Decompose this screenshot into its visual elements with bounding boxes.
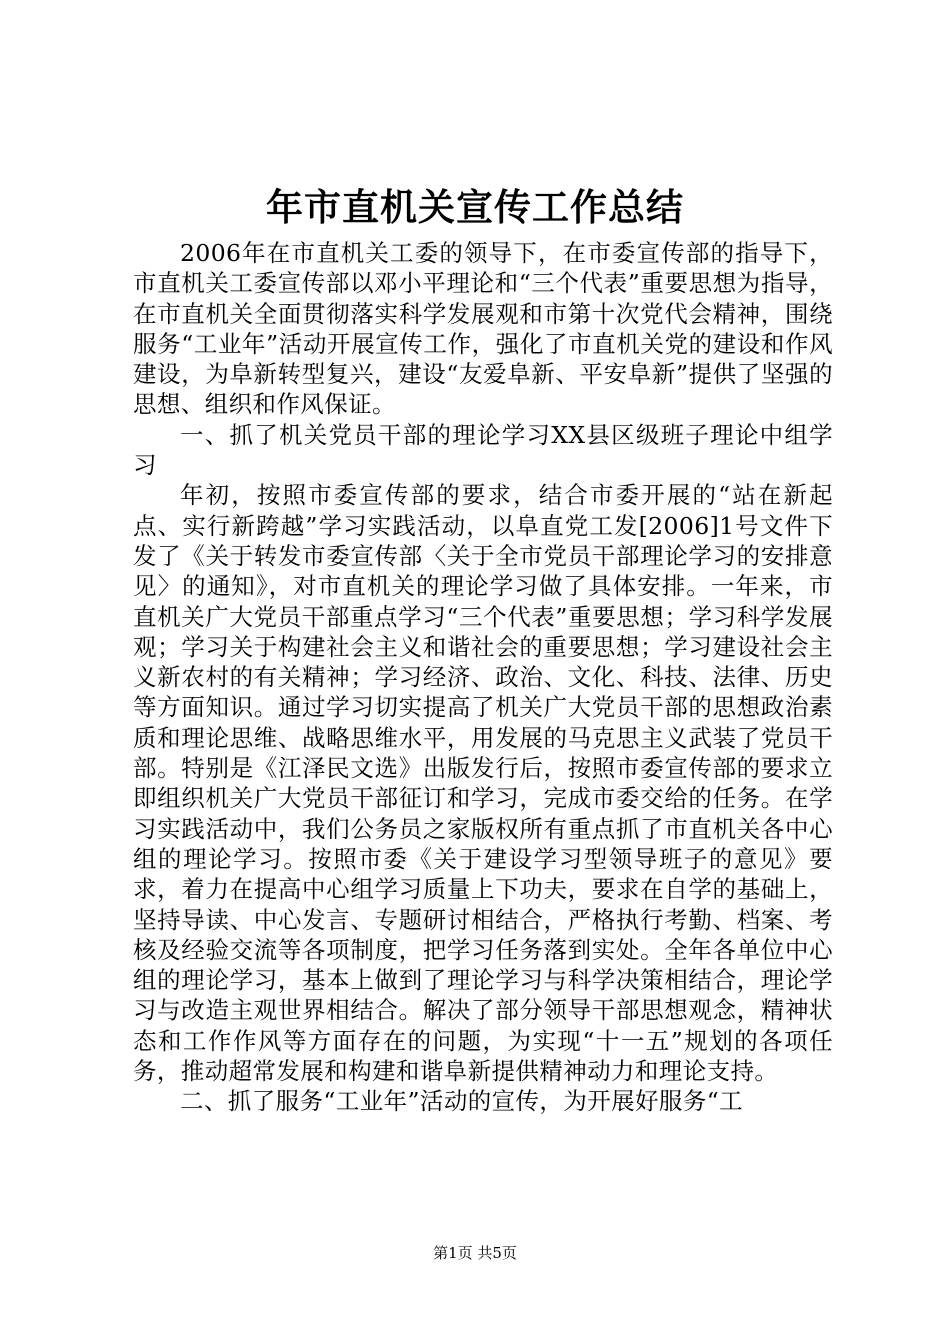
page-footer: 第1页 共5页 [433, 1244, 517, 1262]
section-heading-1: 一、抓了机关党员干部的理论学习XX县区级班子理论中组学习 [133, 420, 833, 480]
section-heading-2: 二、抓了服务“工业年”活动的宣传，为开展好服务“工 [180, 1087, 744, 1116]
page-title: 年市直机关宣传工作总结 [266, 186, 684, 229]
paragraph-intro: 2006年在市直机关工委的领导下，在市委宣传部的指导下，市直机关工委宣传部以邓小平理论和“三个代表”重要思想为指导，在市直机关全面贯彻落实科学发展观和市第十次党代会精神，围绕服务“工业年”活动开展宣传工作，强化了市直机关党的建设和作风建设，为阜新转型复兴，建设“友爱阜新、平安阜新”提供了坚强的思想、组织和作风保证。 [133, 239, 833, 419]
document-body [133, 238, 833, 1117]
paragraph-section-1: 年初，按照市委宣传部的要求，结合市委开展的“站在新起点、实行新跨越”学习实践活动，以阜直党工发[2006]1号文件下发了《关于转发市委宣传部〈关于全市党员干部理论学习的安排意见〉的通知》，对市直机关的理论学习做了具体安排。一年来，市直机关广大党员干部重点学习“三个代表”重要思想；学习科学发展观；学习关于构建社会主义和谐社会的重要思想；学习建设社会主义新农村的有关精神；学习经济、政治、文化、科技、法律、历史等方面知识。通过学习切实提高了机关广大党员干部的思想政治素质和理论思维、战略思维水平，用发展的马克思主义武装了党员干部。特别是《江泽民文选》出版发行后，按照市委宣传部的要求立即组织机关广大党员干部征订和学习，完成市委交给的任务。在学习实践活动中，我们公务员之家版权所有重点抓了市直机关各中心组的理论学习。按照市委《关于建设学习型领导班子的意见》要求，着力在提高中心组学习质量上下功夫，要求在自学的基础上，坚持导读、中心发言、专题研讨相结合，严格执行考勤、档案、考核及经验交流等各项制度，把学习任务落到实处。全年各单位中心组的理论学习，基本上做到了理论学习与科学决策相结合，理论学习与改造主观世界相结合。解决了部分领导干部思想观念，精神状态和工作作风等方面存在的问题，为实现“十一五”规划的各项任务，推动超常发展和构建和谐阜新提供精神动力和理论支持。 [133, 481, 833, 1086]
